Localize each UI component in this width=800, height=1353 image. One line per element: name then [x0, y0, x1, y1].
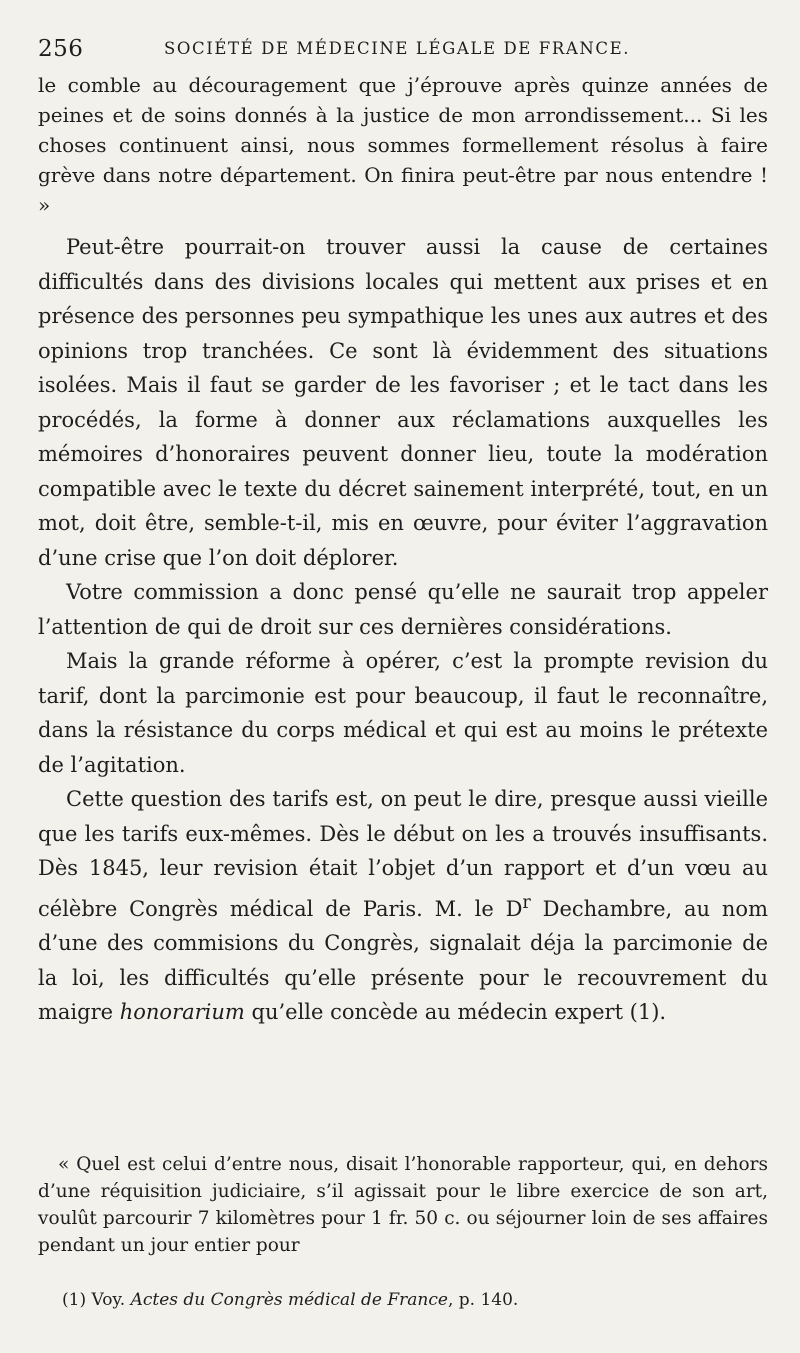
footnote — [62, 1290, 518, 1310]
footnote-title: Actes du Congrès médical de France — [130, 1290, 448, 1310]
paragraph-commission: Votre commission a donc pensé qu’elle ne saurait trop appeler l’attention de qui de droit sur ces dernières considérations. — [38, 580, 768, 639]
quoted-passage — [38, 1151, 768, 1259]
footnote-page: , p. 140. — [447, 1290, 519, 1310]
paragraph-tariff-history — [38, 782, 768, 1030]
paragraph-tariff-reform: Mais la grande réforme à opérer, c’est la prompte revision du tarif, dont la parcimonie est pour beaucoup, il faut le reconnaître, dans la résistance du corps médical et qui est au moins le prétexte de l’agitation. — [38, 649, 768, 777]
paragraph-gap — [38, 220, 768, 230]
tariff-history-text-middle: Dechambre, au nom d’une des commisions du Congrès, signalait déja la parcimonie de la loi, les difficultés qu’elle présente pour le recouvrement du maigre — [38, 896, 768, 1024]
running-head: SOCIÉTÉ DE MÉDECINE LÉGALE DE FRANCE. — [164, 39, 631, 58]
tariff-history-text-end: qu’elle concède au médecin expert (1). — [244, 1000, 667, 1024]
footnote-marker: (1) Voy. — [62, 1290, 131, 1310]
paragraph-local-divisions: Peut-être pourrait-on trouver aussi la cause de certaines difficultés dans des divisions locales qui mettent aux prises et en présence des personnes peu sympathique les unes aux autres et des opinions trop tranchées. Ce sont là évidemment des situations isolées. Mais il faut se garder de les favoriser ; et le tact dans les procédés, la forme à donner aux réclamations auxquelles les mémoires d’honoraires peuvent donner lieu, toute la modération compatible avec le texte du décret sainement interprété, tout, en un mot, doit être, semble-t-il, mis en œuvre, pour éviter l’aggravation d’une crise que l’on doit déplorer. — [38, 235, 768, 570]
paragraph-continued-quote: le comble au découragement que j’éprouve après quinze années de peines et de soins donnés à la justice de mon arrondissement... Si les choses continuent ainsi, nous sommes formellement résolus à faire grève dans notre département. On finira peut-être par nous entendre ! » — [38, 73, 768, 217]
page-header — [38, 36, 768, 66]
quote-text: « Quel est celui d’entre nous, disait l’honorable rapporteur, qui, en dehors d’une réquisition judiciaire, s’il agissait pour le libre exercice de son art, voulût parcourir 7 kilomètres pour 1 fr. 50 c. ou séjourner loin de ses affaires pendant un jour entier pour — [38, 1154, 768, 1256]
honorarium-italic: honorarium — [119, 1000, 245, 1024]
tariff-history-text-start: Cette question des tarifs est, on peut le dire, presque aussi vieille que les tarifs eux-mêmes. Dès le début on les a trouvés insuffisants. Dès 1845, leur revision était l’objet d’un rapport et d’un vœu au célèbre Congrès médical de Paris. M. le D — [38, 787, 768, 921]
doctor-abbrev-superscript: r — [522, 892, 531, 913]
page-number: 256 — [38, 36, 84, 62]
body-text — [38, 70, 768, 1030]
